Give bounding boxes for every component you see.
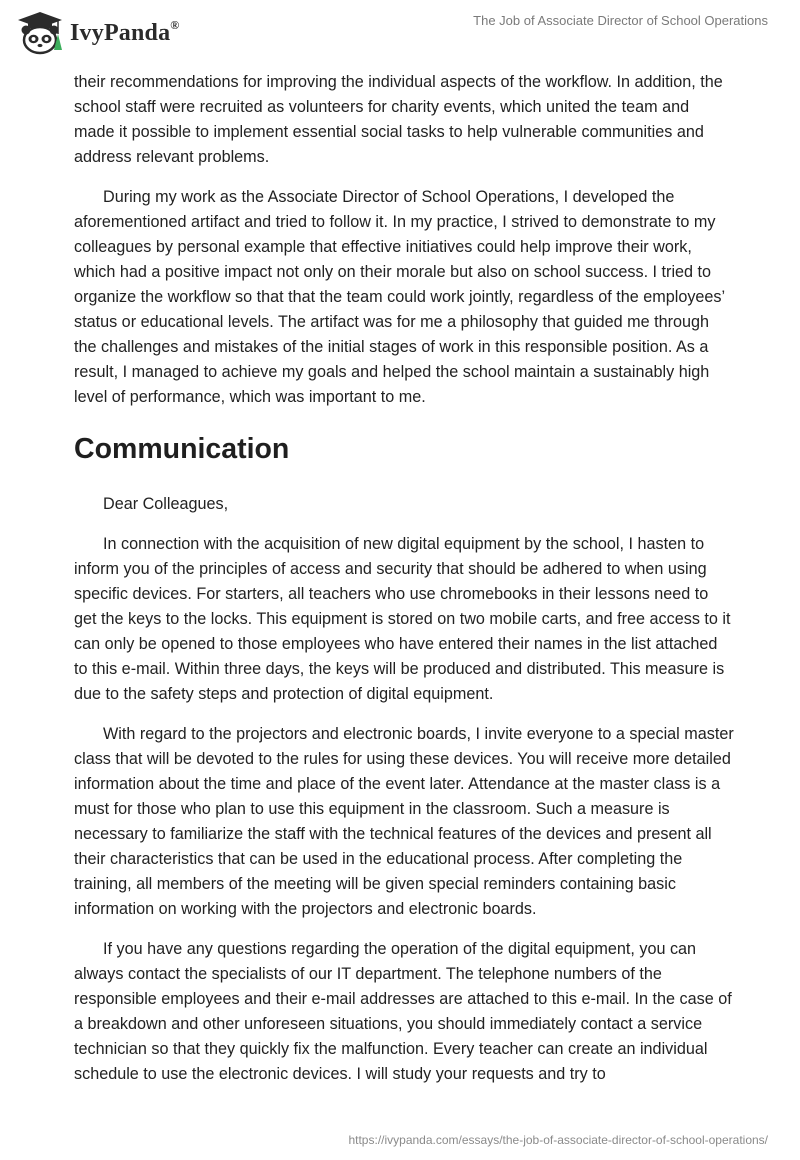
salutation: Dear Colleagues, <box>103 495 229 513</box>
page-header <box>0 0 800 70</box>
source-url-link[interactable]: https://ivypanda.com/essays/the-job-of-associate-director-of-school-operations/ <box>348 1133 768 1147</box>
section-heading: Communication <box>74 433 290 465</box>
paragraph: During my work as the Associate Director of School Operations, I developed the aforementioned artifact and tried to follow it. In my practice, I strived to demonstrate to my colleagues by personal example that effective initiatives could help improve their work, which had a positive impact not only on their morale but also on school success. I tried to organize the workflow so that that the team could work jointly, regardless of the employees’ status or educational levels. The artifact was for me a philosophy that guided me through the challenges and mistakes of the initial stages of work in this responsible position. As a result, I managed to achieve my goals and helped the school maintain a sustainably high level of performance, which was important to me. <box>74 188 725 406</box>
essay-body <box>74 70 734 1102</box>
ivypanda-logo[interactable] <box>14 10 179 56</box>
logo-text: IvyPanda® <box>70 17 180 46</box>
document-title: The Job of Associate Director of School Operations <box>473 13 768 28</box>
paragraph: If you have any questions regarding the operation of the digital equipment, you can always contact the specialists of our IT department. The telephone numbers of the responsible employees and their e-mail addresses are attached to this e-mail. In the case of a breakdown and other unforeseen situations, you should immediately contact a service technician so that they quickly fix the malfunction. Every teacher can create an individual schedule to use the electronic devices. I will study your requests and try to <box>74 940 732 1083</box>
paragraph: With regard to the projectors and electronic boards, I invite everyone to a special master class that will be devoted to the rules for using these devices. You will receive more detailed information about the time and place of the event later. Attendance at the master class is a must for those who plan to use this equipment in the classroom. Such a measure is necessary to familiarize the staff with the technical features of the devices and present all their characteristics that can be used in the educational process. After completing the training, all members of the meeting will be given special reminders containing basic information on working with the projectors and electronic boards. <box>74 725 734 918</box>
paragraph: their recommendations for improving the individual aspects of the workflow. In addition, the school staff were recruited as volunteers for charity events, which united the team and made it possible to implement essential social tasks to help vulnerable communities and address relevant problems. <box>74 73 723 166</box>
panda-graduate-icon <box>14 10 66 56</box>
paragraph: In connection with the acquisition of new digital equipment by the school, I hasten to inform you of the principles of access and security that should be adhered to when using specific devices. For starters, all teachers who use chromebooks in their lessons need to get the keys to the locks. This equipment is stored on two mobile carts, and free access to it can only be opened to those employees who have entered their names in the list attached to this e-mail. Within three days, the keys will be produced and distributed. This measure is due to the safety steps and protection of digital equipment. <box>74 535 731 703</box>
